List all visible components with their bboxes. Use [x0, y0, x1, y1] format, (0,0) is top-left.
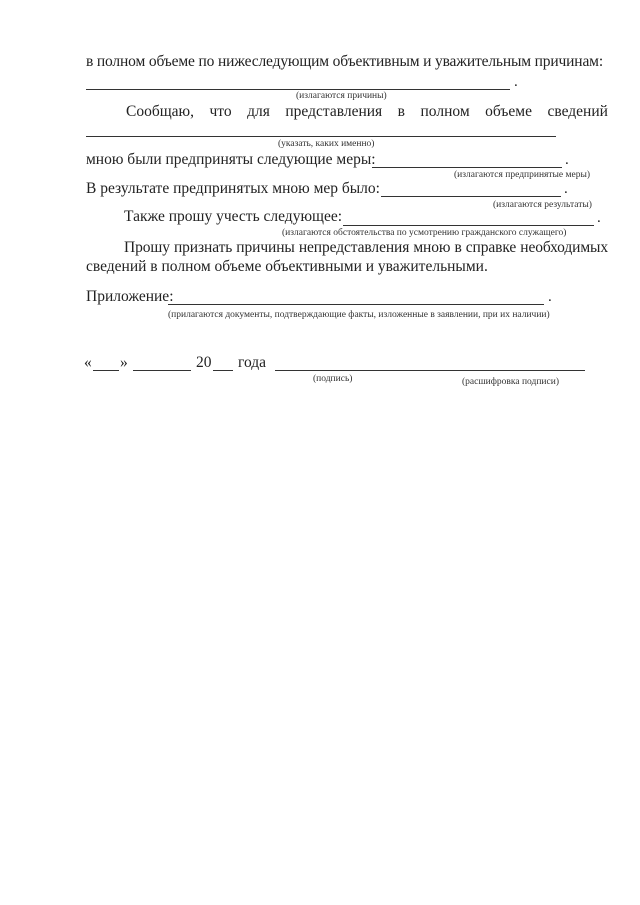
hint-which: (указать, каких именно): [278, 139, 375, 149]
year-input-line[interactable]: [213, 370, 233, 371]
request-line-2: сведений в полном объеме объективными и уважительными.: [86, 258, 488, 275]
also-input-line[interactable]: [343, 225, 594, 226]
inform-word: в: [397, 103, 405, 120]
inform-word: для: [247, 103, 270, 120]
result-period: .: [564, 181, 568, 197]
year-prefix: 20: [196, 354, 212, 371]
attachment-input-line[interactable]: [168, 304, 544, 305]
date-close-quote: »: [120, 354, 128, 371]
hint-results: (излагаются результаты): [493, 200, 592, 210]
hint-circumstances: (излагаются обстоятельства по усмотрению гражданского служащего): [282, 228, 567, 238]
hint-signature-decode: (расшифровка подписи): [462, 377, 559, 387]
year-suffix: года: [238, 354, 267, 371]
reasons-input-line[interactable]: [86, 89, 510, 90]
inform-word: сведений: [547, 103, 608, 120]
also-period: .: [597, 210, 601, 226]
date-open-quote: «: [84, 354, 92, 371]
reasons-period: .: [514, 74, 518, 90]
inform-word: представления: [285, 103, 383, 120]
attachment-label: Приложение:: [86, 288, 174, 305]
inform-word: что: [209, 103, 232, 120]
attachment-period: .: [548, 289, 552, 305]
inform-word: объеме: [485, 103, 532, 120]
signature-input-line[interactable]: [275, 370, 585, 371]
request-line-1: Прошу признать причины непредставления мною в справке необходимых: [124, 239, 608, 256]
inform-word: полном: [420, 103, 470, 120]
hint-signature: (подпись): [313, 374, 353, 384]
reasons-intro-text: в полном объеме по нижеследующим объективным и уважительным причинам:: [86, 53, 603, 70]
inform-word: Сообщаю,: [126, 103, 194, 120]
measures-input-line[interactable]: [372, 167, 562, 168]
month-input-line[interactable]: [133, 370, 191, 371]
day-input-line[interactable]: [93, 370, 119, 371]
inform-text: [126, 104, 608, 120]
also-label: Также прошу учесть следующее:: [124, 208, 343, 225]
measures-period: .: [565, 152, 569, 168]
result-label: В результате предпринятых мною мер было:: [86, 180, 380, 197]
measures-label: мною были предприняты следующие меры:: [86, 151, 376, 168]
hint-measures: (излагаются предпринятые меры): [454, 170, 591, 180]
result-input-line[interactable]: [381, 196, 561, 197]
hint-reasons: (излагаются причины): [296, 91, 387, 101]
hint-attachment: (прилагаются документы, подтверждающие факты, изложенные в заявлении, при их наличии): [168, 310, 550, 320]
which-input-line[interactable]: [86, 136, 556, 137]
